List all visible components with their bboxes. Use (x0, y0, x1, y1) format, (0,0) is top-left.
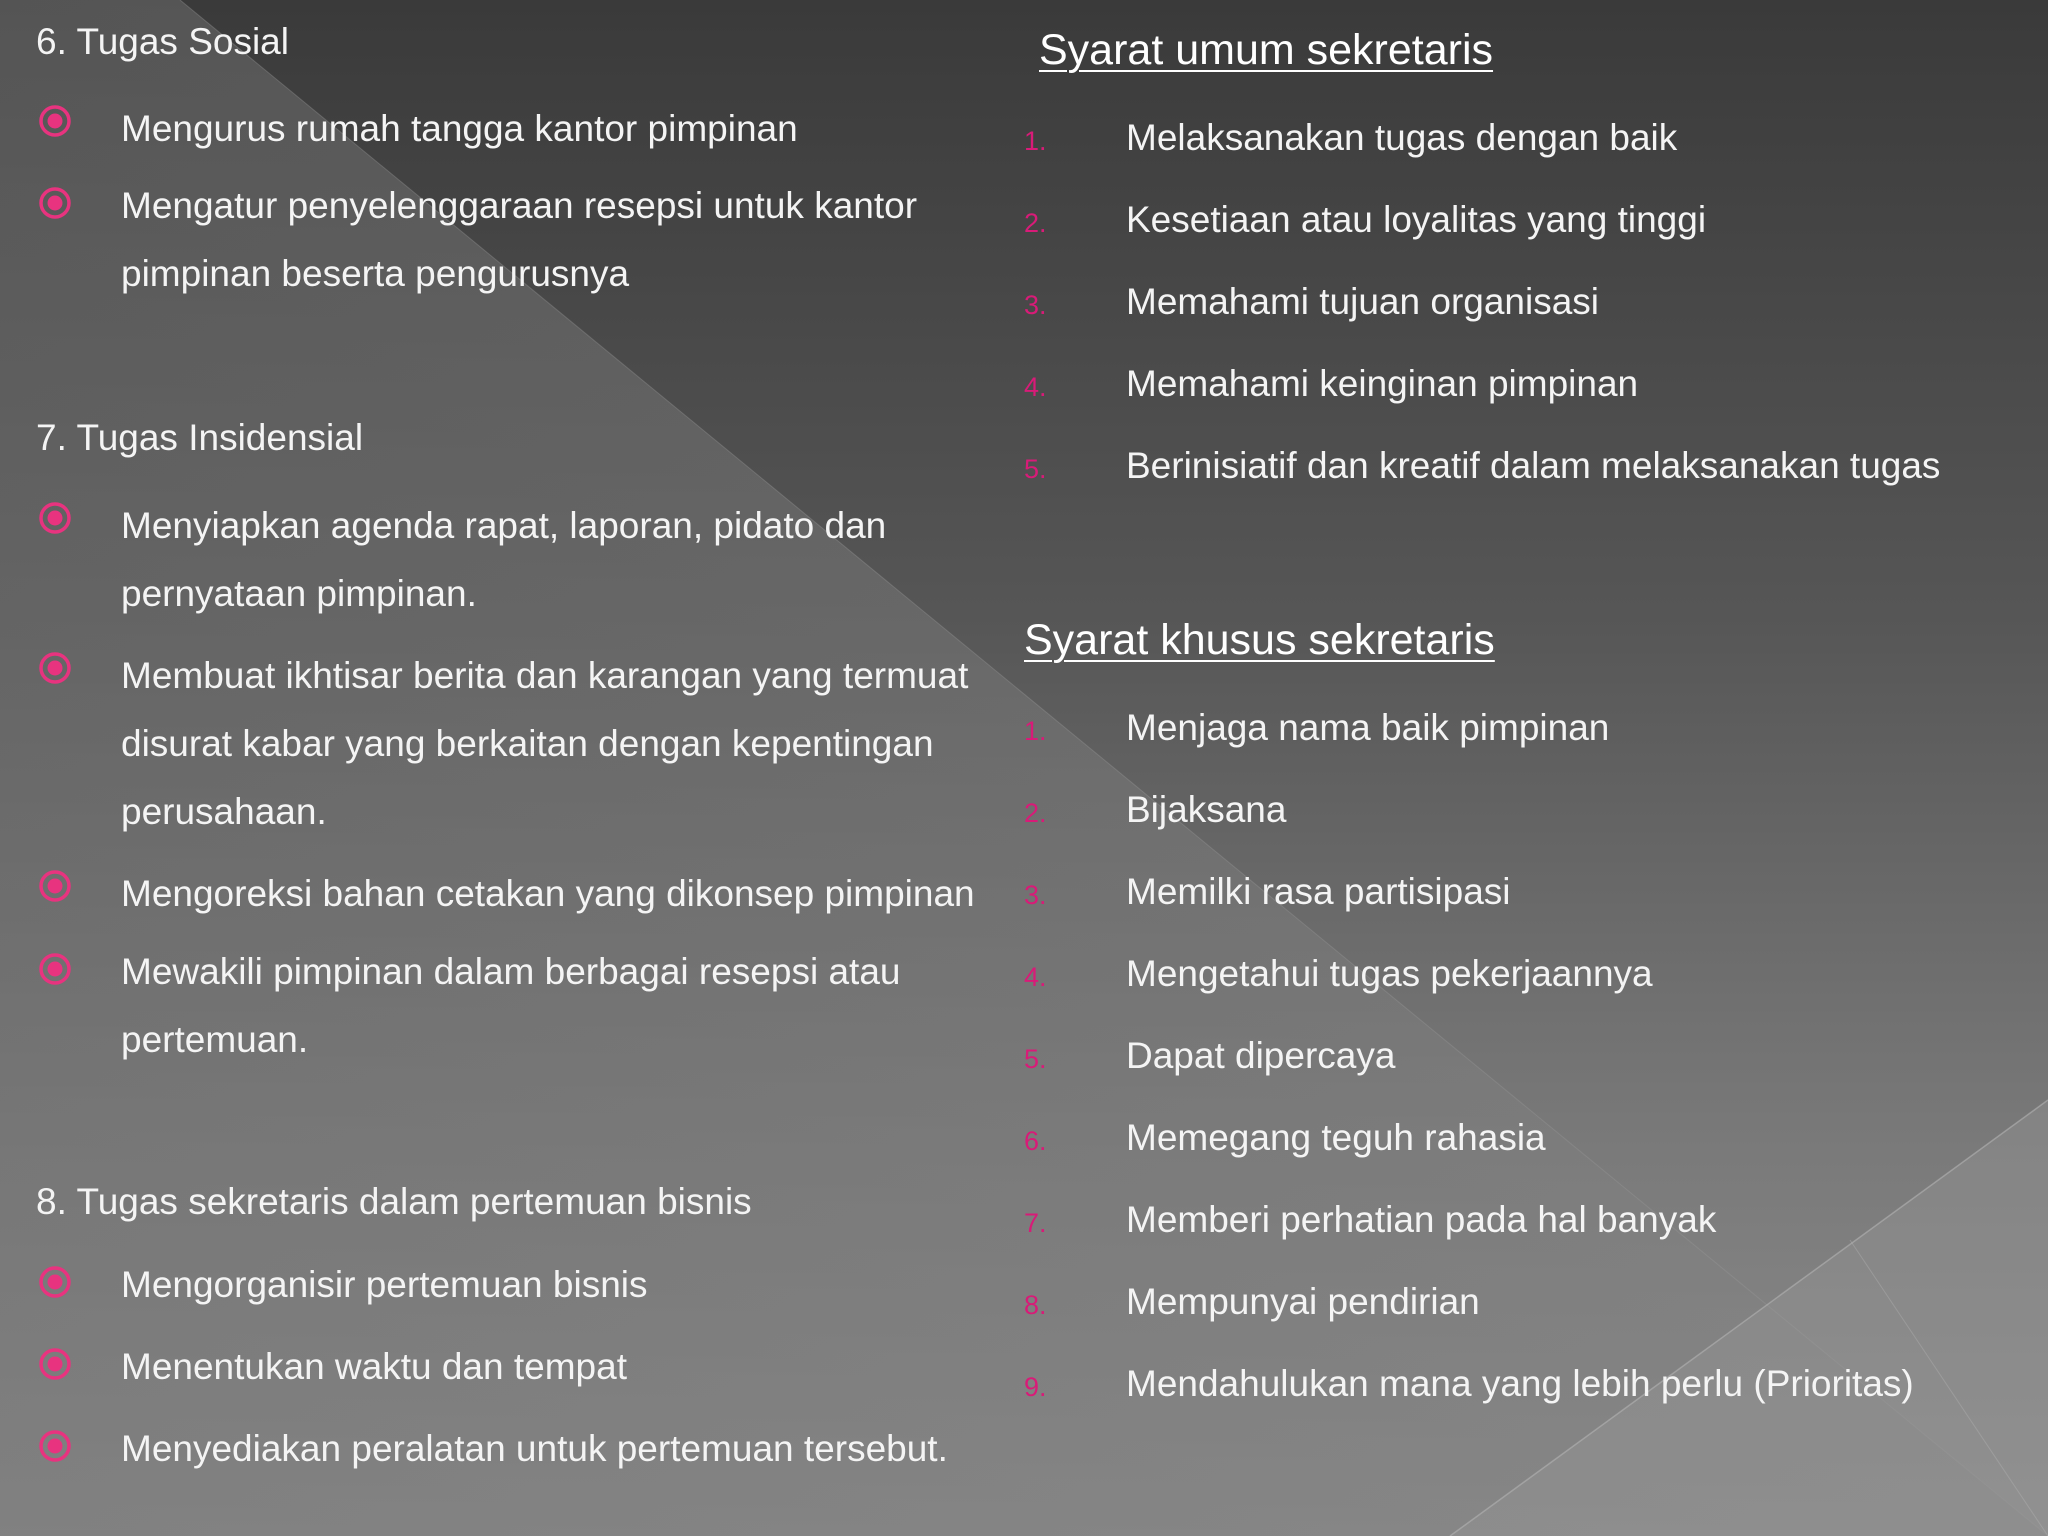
item-number: 9. (1024, 1372, 1047, 1402)
radio-bullet-icon (38, 651, 72, 685)
item-text: Dapat dipercaya (1126, 1035, 1396, 1076)
numbered-item (1020, 112, 2030, 172)
item-text: Mengetahui tugas pekerjaannya (1126, 953, 1653, 994)
numbered-item (1020, 1030, 2030, 1090)
item-text: Menjaga nama baik pimpinan (1126, 707, 1610, 748)
item-text: Kesetiaan atau loyalitas yang tinggi (1126, 199, 1707, 240)
numbered-item (1020, 194, 2030, 254)
bullet-text: Membuat ikhtisar berita dan karangan yang termuat disurat kabar yang berkaitan dengan kepentingan perusahaan. (121, 655, 969, 832)
numbered-item (1020, 276, 2030, 336)
radio-bullet-icon (38, 104, 72, 138)
radio-bullet-icon (38, 186, 72, 220)
bullet-text: Mengoreksi bahan cetakan yang dikonsep pimpinan (121, 873, 975, 914)
radio-bullet-icon (38, 869, 72, 903)
item-number: 7. (1024, 1208, 1047, 1238)
radio-bullet-icon (38, 1347, 72, 1381)
bullet-text: Mengorganisir pertemuan bisnis (121, 1264, 648, 1305)
item-text: Memberi perhatian pada hal banyak (1126, 1199, 1717, 1240)
bullet-text: Menyiapkan agenda rapat, laporan, pidato dan pernyataan pimpinan. (121, 505, 887, 614)
item-text: Mempunyai pendirian (1126, 1281, 1480, 1322)
numbered-item (1020, 1194, 2030, 1254)
item-text: Mendahulukan mana yang lebih perlu (Prioritas) (1126, 1363, 1914, 1404)
numbered-item (1020, 1112, 2030, 1172)
radio-bullet-icon (38, 952, 72, 986)
item-number: 1. (1024, 716, 1047, 746)
item-number: 4. (1024, 372, 1047, 402)
section-7-title: 7. Tugas Insidensial (36, 417, 364, 458)
numbered-item (1020, 358, 2030, 418)
item-text: Memilki rasa partisipasi (1126, 871, 1511, 912)
item-text: Memahami tujuan organisasi (1126, 281, 1600, 322)
item-number: 6. (1024, 1126, 1047, 1156)
item-number: 1. (1024, 126, 1047, 156)
syarat-khusus-heading: Syarat khusus sekretaris (1024, 616, 1495, 664)
item-text: Berinisiatif dan kreatif dalam melaksanakan tugas (1126, 445, 1941, 486)
item-number: 4. (1024, 962, 1047, 992)
item-text: Melaksanakan tugas dengan baik (1126, 117, 1678, 158)
syarat-umum-heading: Syarat umum sekretaris (1039, 26, 1494, 74)
section-8-title: 8. Tugas sekretaris dalam pertemuan bisnis (36, 1181, 752, 1222)
item-text: Memahami keinginan pimpinan (1126, 363, 1639, 404)
item-number: 5. (1024, 1044, 1047, 1074)
numbered-item (1020, 702, 2030, 762)
bullet-text: Menyediakan peralatan untuk pertemuan tersebut. (121, 1428, 948, 1469)
section-6-title: 6. Tugas Sosial (36, 21, 289, 62)
bullet-text: Menentukan waktu dan tempat (121, 1346, 627, 1387)
bullet-text: Mewakili pimpinan dalam berbagai resepsi atau pertemuan. (121, 951, 901, 1060)
item-number: 2. (1024, 798, 1047, 828)
item-number: 3. (1024, 880, 1047, 910)
radio-bullet-icon (38, 1429, 72, 1463)
item-number: 5. (1024, 454, 1047, 484)
item-text: Memegang teguh rahasia (1126, 1117, 1546, 1158)
item-text: Bijaksana (1126, 789, 1287, 830)
numbered-item (1020, 784, 2030, 844)
numbered-item (1020, 948, 2030, 1008)
numbered-item (1020, 866, 2030, 926)
item-number: 3. (1024, 290, 1047, 320)
numbered-item (1020, 1358, 2030, 1418)
bullet-text: Mengurus rumah tangga kantor pimpinan (121, 108, 798, 149)
numbered-item (1020, 440, 2030, 500)
numbered-item (1020, 1276, 2030, 1336)
radio-bullet-icon (38, 1265, 72, 1299)
bullet-text: Mengatur penyelenggaraan resepsi untuk kantor pimpinan beserta pengurusnya (121, 185, 918, 294)
radio-bullet-icon (38, 501, 72, 535)
item-number: 8. (1024, 1290, 1047, 1320)
item-number: 2. (1024, 208, 1047, 238)
